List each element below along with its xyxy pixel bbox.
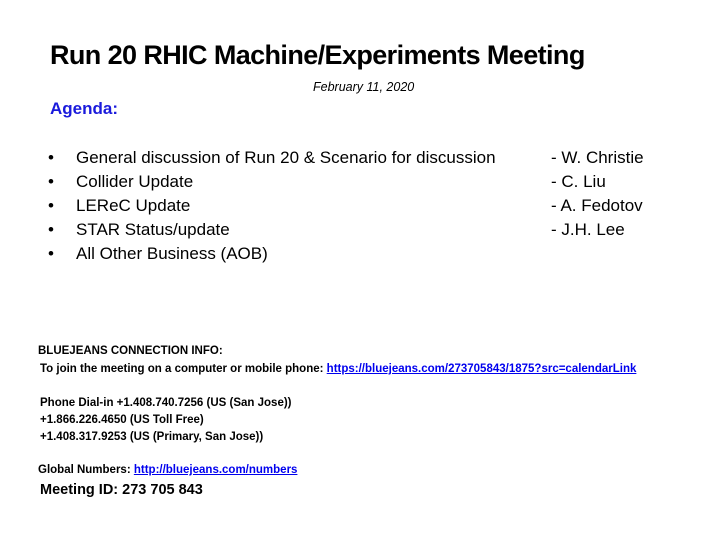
agenda-topic: All Other Business (AOB) — [76, 244, 268, 263]
agenda-presenter: - J.H. Lee — [551, 220, 625, 239]
agenda-item — [0, 194, 720, 218]
agenda-topic: Collider Update — [76, 172, 194, 191]
agenda-presenter: - W. Christie — [551, 148, 644, 167]
phone-dial-in: Phone Dial-in +1.408.740.7256 (US (San Jose)) — [40, 397, 292, 409]
global-numbers-link[interactable]: http://bluejeans.com/numbers — [133, 464, 298, 476]
agenda-item — [0, 242, 720, 266]
bullet-icon: • — [48, 148, 54, 167]
agenda-topic: STAR Status/update — [76, 220, 230, 239]
meeting-id: Meeting ID: 273 705 843 — [40, 482, 203, 498]
bullet-icon: • — [48, 220, 54, 239]
bullet-icon: • — [48, 244, 54, 263]
slide-title: Run 20 RHIC Machine/Experiments Meeting — [50, 40, 585, 70]
join-link[interactable]: https://bluejeans.com/273705843/1875?src=calendarLink — [326, 363, 637, 375]
agenda-presenter: - A. Fedotov — [551, 196, 643, 215]
agenda-topic: LEReC Update — [76, 196, 191, 215]
meeting-date: February 11, 2020 — [313, 80, 415, 94]
bullet-icon: • — [48, 196, 54, 215]
bullet-icon: • — [48, 172, 54, 191]
agenda-heading: Agenda: — [50, 99, 118, 118]
agenda-item — [0, 146, 720, 170]
phone-primary: +1.408.317.9253 (US (Primary, San Jose)) — [40, 431, 264, 443]
phone-toll-free: +1.866.226.4650 (US Toll Free) — [40, 414, 204, 426]
agenda-presenter: - C. Liu — [551, 172, 606, 191]
join-line — [40, 363, 636, 375]
agenda-item — [0, 170, 720, 194]
connection-heading: BLUEJEANS CONNECTION INFO: — [38, 345, 223, 357]
agenda-list — [0, 146, 720, 266]
agenda-item — [0, 218, 720, 242]
agenda-topic: General discussion of Run 20 & Scenario for discussion — [76, 148, 496, 167]
global-numbers-line — [38, 464, 297, 476]
join-text: To join the meeting on a computer or mobile phone: — [40, 363, 324, 375]
global-numbers-label: Global Numbers: — [38, 464, 131, 476]
